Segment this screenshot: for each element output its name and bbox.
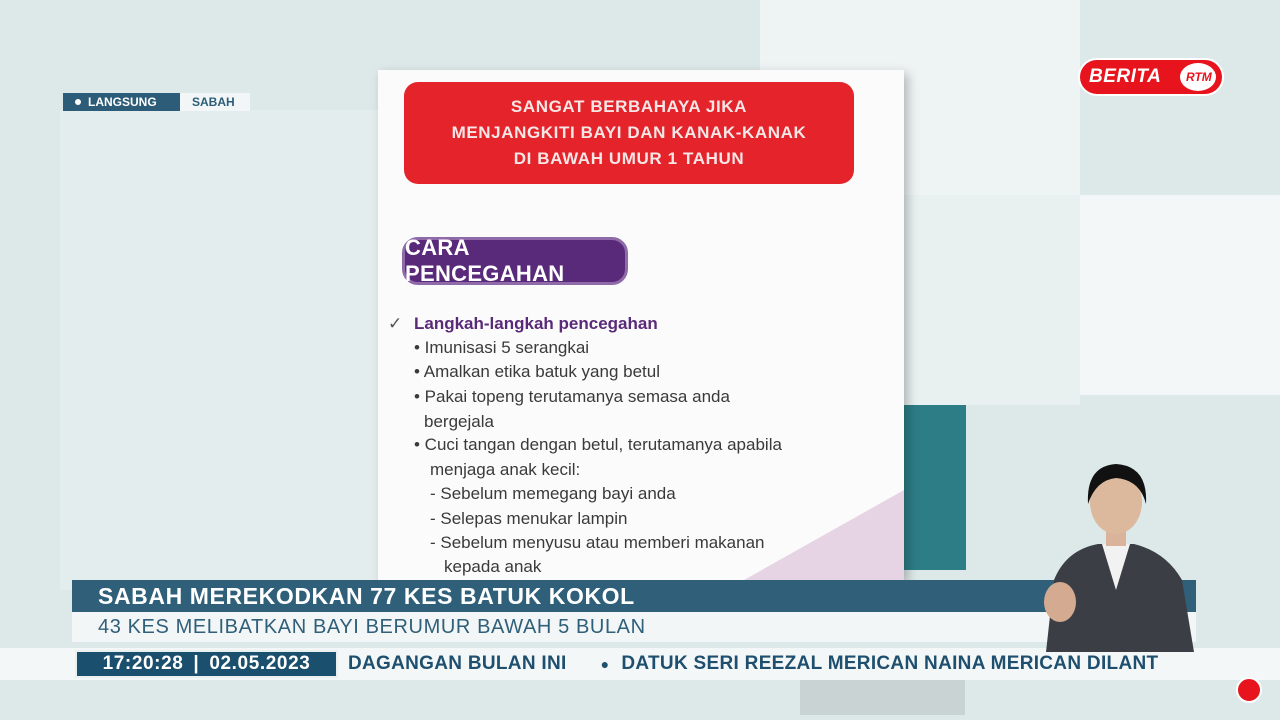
warning-line: SANGAT BERBAHAYA JIKA — [510, 97, 748, 116]
background-block — [900, 195, 1080, 405]
sign-language-presenter — [1036, 460, 1196, 652]
logo-text: BERITA — [1089, 66, 1162, 87]
warning-line: DI BAWAH UMUR 1 TAHUN — [513, 149, 745, 168]
clock-box — [75, 650, 338, 678]
clock-time: 17:20:28 — [102, 653, 184, 674]
background-block — [1080, 195, 1280, 395]
list-item: - Sebelum memegang bayi anda — [430, 484, 676, 503]
list-item: • Cuci tangan dengan betul, terutamanya apabila — [414, 435, 782, 454]
live-badge — [63, 93, 180, 111]
background-block — [800, 680, 965, 715]
ticker-item: DATUK SERI REEZAL MERICAN NAINA MERICAN DILANT — [621, 653, 1159, 674]
rtm-ring-icon — [1177, 60, 1219, 94]
ticker-item: DAGANGAN BULAN INI — [348, 653, 567, 674]
section-title: CARA PENCEGAHAN — [402, 237, 628, 285]
list-item: - Selepas menukar lampin — [430, 509, 628, 528]
warning-line: MENJANGKITI BAYI DAN KANAK-KANAK — [451, 123, 807, 142]
list-item: • Amalkan etika batuk yang betul — [414, 362, 660, 381]
list-item: • Imunisasi 5 serangkai — [414, 338, 590, 357]
clock-separator: | — [193, 653, 200, 674]
list-item: menjaga anak kecil: — [430, 460, 581, 479]
steps-title: Langkah-langkah pencegahan — [414, 314, 658, 333]
teal-accent-block — [902, 405, 966, 570]
list-item: - Sebelum menyusu atau memberi makanan — [430, 533, 765, 552]
ticker-bullet-icon: ● — [600, 655, 610, 672]
list-item: • Pakai topeng terutamanya semasa anda — [414, 387, 730, 406]
location-tag — [63, 93, 250, 111]
logo-mark: RTM — [1186, 70, 1212, 84]
info-slide — [378, 70, 904, 580]
clock-date: 02.05.2023 — [209, 653, 311, 674]
live-label: LANGSUNG — [88, 95, 157, 109]
berita-rtm-logo — [1078, 58, 1224, 96]
location-label: SABAH — [180, 93, 250, 111]
live-dot-icon — [75, 99, 81, 105]
check-icon: ✓ — [388, 314, 403, 333]
headline-bar: SABAH MEREKODKAN 77 KES BATUK KOKOL — [72, 580, 1196, 612]
subheadline-bar: 43 KES MELIBATKAN BAYI BERUMUR BAWAH 5 BULAN — [72, 612, 1196, 642]
slide-corner-decoration — [744, 490, 904, 580]
warning-box — [404, 82, 854, 184]
channel-corner-icon — [1236, 677, 1262, 703]
ticker-text — [348, 653, 1203, 675]
list-item: bergejala — [424, 412, 494, 431]
list-item: kepada anak — [444, 557, 542, 576]
background-block — [60, 110, 380, 590]
